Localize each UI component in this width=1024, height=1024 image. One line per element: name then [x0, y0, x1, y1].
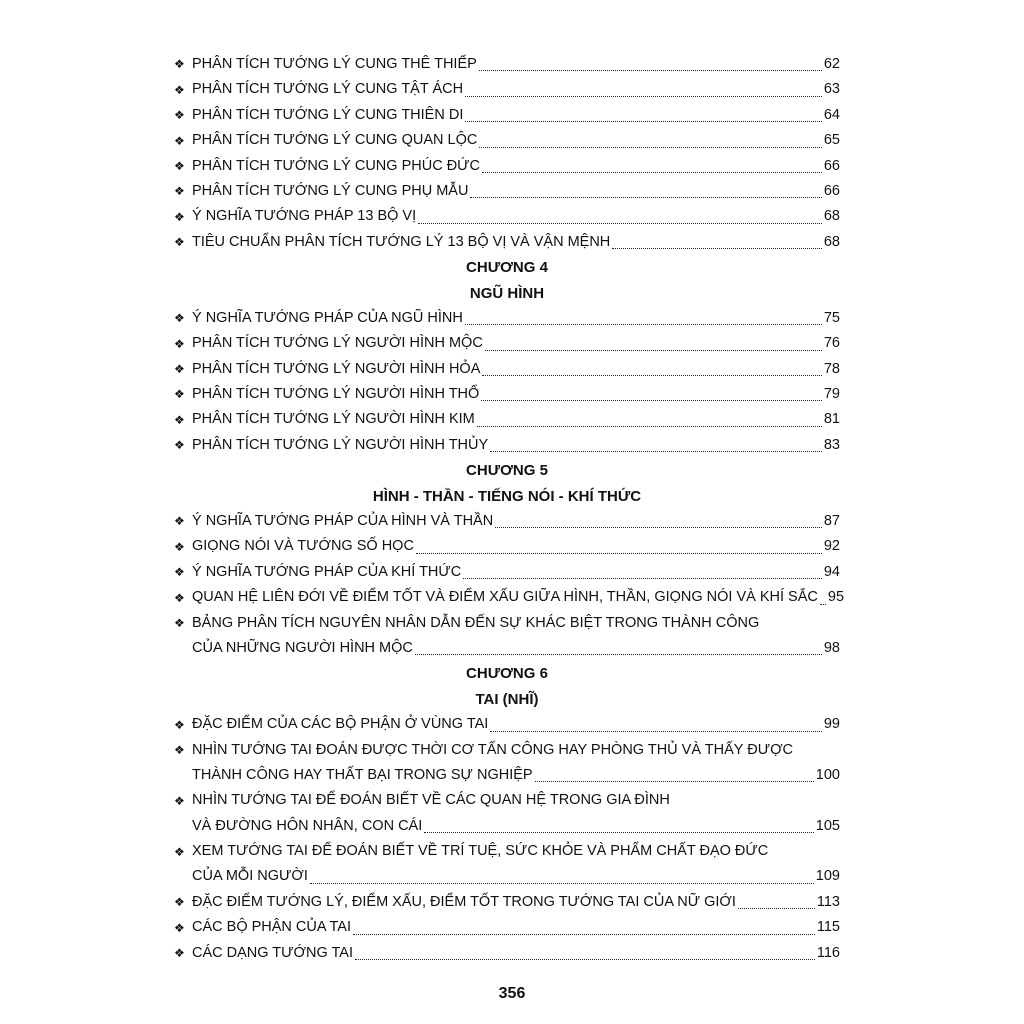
diamond-bullet-icon: ❖	[174, 590, 185, 605]
diamond-bullet-icon: ❖	[174, 717, 185, 732]
toc-entry-line	[174, 611, 840, 636]
dot-leader	[463, 578, 822, 579]
toc-entry-line	[174, 814, 840, 839]
page-number: 356	[498, 985, 526, 1002]
dot-leader	[465, 121, 822, 122]
toc-entry-page: 68	[823, 233, 840, 250]
toc-entry	[174, 890, 840, 915]
toc-entry	[174, 585, 845, 610]
dot-leader	[479, 147, 822, 148]
toc-entry-title: PHÂN TÍCH TƯỚNG LÝ CUNG THIÊN DI	[192, 106, 464, 123]
toc-entry	[174, 839, 840, 890]
dot-leader	[495, 527, 822, 528]
toc-entry-title: BẢNG PHÂN TÍCH NGUYÊN NHÂN DẪN ĐẾN SỰ KHÁC BIỆT TRONG THÀNH CÔNG	[192, 614, 760, 631]
chapter-label: CHƯƠNG 6	[466, 665, 548, 683]
dot-leader	[535, 781, 814, 782]
toc-entry	[174, 128, 840, 153]
toc-entry-title: PHÂN TÍCH TƯỚNG LÝ CUNG TẬT ÁCH	[192, 81, 464, 98]
diamond-bullet-icon: ❖	[174, 438, 185, 453]
toc-entry-page: 115	[816, 919, 840, 936]
diamond-bullet-icon: ❖	[174, 412, 185, 427]
toc-entry-title: Ý NGHĨA TƯỚNG PHÁP CỦA HÌNH VÀ THẦN	[192, 513, 494, 530]
diamond-bullet-icon: ❖	[174, 387, 185, 402]
toc-entry-title: XEM TƯỚNG TAI ĐỂ ĐOÁN BIẾT VỀ TRÍ TUỆ, SỨC KHỎE VÀ PHẨM CHẤT ĐẠO ĐỨC	[192, 843, 769, 860]
toc-entry	[174, 433, 840, 458]
toc-entry-title: PHÂN TÍCH TƯỚNG LÝ NGƯỜI HÌNH HỎA	[192, 360, 481, 377]
toc-entry-line	[174, 788, 840, 813]
toc-entry-page: 66	[823, 182, 840, 199]
diamond-bullet-icon: ❖	[174, 82, 185, 97]
toc-entry-title: NHÌN TƯỚNG TAI ĐOÁN ĐƯỢC THỜI CƠ TẤN CÔNG HAY PHÒNG THỦ VÀ THẤY ĐƯỢC	[192, 741, 793, 758]
toc-entry-page: 64	[823, 106, 840, 123]
toc-entry-page: 99	[823, 716, 840, 733]
dot-leader	[418, 223, 822, 224]
dot-leader	[353, 934, 815, 935]
toc-entry	[174, 357, 840, 382]
diamond-bullet-icon: ❖	[174, 311, 185, 326]
toc-entry-title: PHÂN TÍCH TƯỚNG LÝ CUNG PHÚC ĐỨC	[192, 157, 481, 174]
diamond-bullet-icon: ❖	[174, 844, 185, 859]
toc-entry	[174, 77, 840, 102]
dot-leader	[479, 70, 822, 71]
toc-entry-title: NHÌN TƯỚNG TAI ĐỂ ĐOÁN BIẾT VỀ CÁC QUAN HỆ TRONG GIA ĐÌNH	[192, 792, 670, 809]
toc-entry-line	[174, 636, 840, 661]
toc-entry-page: 78	[823, 360, 840, 377]
dot-leader	[490, 731, 822, 732]
dot-leader	[424, 832, 814, 833]
diamond-bullet-icon: ❖	[174, 235, 185, 250]
toc-entry	[174, 788, 840, 839]
toc-entry	[174, 534, 840, 559]
toc-entry	[174, 179, 840, 204]
toc-entry	[174, 509, 840, 534]
chapter-label: CHƯƠNG 4	[466, 259, 548, 277]
diamond-bullet-icon: ❖	[174, 209, 185, 224]
toc-entry-page: 83	[823, 436, 840, 453]
toc-entry	[174, 941, 840, 966]
toc-entry-page: 113	[816, 893, 840, 910]
diamond-bullet-icon: ❖	[174, 565, 185, 580]
chapter-heading: NGŨ HÌNH	[469, 284, 545, 302]
dot-leader	[485, 350, 822, 351]
toc-entry-title: QUAN HỆ LIÊN ĐỚI VỀ ĐIỂM TỐT VÀ ĐIỂM XẤU GIỮA HÌNH, THẦN, GIỌNG NÓI VÀ KHÍ SẮC	[192, 589, 818, 606]
toc-entry-line	[174, 763, 840, 788]
toc-entry-title-continued: CỦA MỖI NGƯỜI	[192, 868, 308, 885]
toc-entry-title: CÁC DẠNG TƯỚNG TAI	[192, 944, 353, 961]
dot-leader	[482, 172, 822, 173]
dot-leader	[416, 553, 822, 554]
toc-entry-line	[174, 865, 840, 890]
diamond-bullet-icon: ❖	[174, 158, 185, 173]
toc-entry-title: ĐẶC ĐIỂM CỦA CÁC BỘ PHẬN Ở VÙNG TAI	[192, 716, 489, 733]
toc-entry-title: PHÂN TÍCH TƯỚNG LÝ NGƯỜI HÌNH KIM	[192, 411, 475, 428]
toc-entry	[174, 382, 840, 407]
toc-entry-title: Ý NGHĨA TƯỚNG PHÁP CỦA KHÍ THỨC	[192, 563, 462, 580]
toc-entry-title: PHÂN TÍCH TƯỚNG LÝ NGƯỜI HÌNH THỔ	[192, 386, 480, 403]
diamond-bullet-icon: ❖	[174, 895, 185, 910]
toc-entry-title: PHÂN TÍCH TƯỚNG LÝ NGƯỜI HÌNH MỘC	[192, 335, 483, 352]
toc-entry-page: 87	[823, 513, 840, 530]
toc-entry	[174, 204, 840, 229]
toc-entry-title-continued: CỦA NHỮNG NGƯỜI HÌNH MỘC	[192, 639, 413, 656]
toc-entry	[174, 306, 840, 331]
toc-entry-title-continued: VÀ ĐƯỜNG HÔN NHÂN, CON CÁI	[192, 817, 423, 834]
toc-entry-page: 116	[816, 944, 840, 961]
diamond-bullet-icon: ❖	[174, 742, 185, 757]
dot-leader	[820, 604, 826, 605]
dot-leader	[477, 426, 822, 427]
chapter-heading: TAI (NHĨ)	[475, 690, 539, 708]
diamond-bullet-icon: ❖	[174, 336, 185, 351]
toc-entry	[174, 915, 840, 940]
diamond-bullet-icon: ❖	[174, 133, 185, 148]
dot-leader	[310, 883, 814, 884]
toc-entry	[174, 230, 840, 255]
dot-leader	[612, 248, 822, 249]
toc-entry-line	[174, 839, 840, 864]
diamond-bullet-icon: ❖	[174, 793, 185, 808]
toc-entry	[174, 331, 840, 356]
diamond-bullet-icon: ❖	[174, 920, 185, 935]
toc-entry-page: 76	[823, 335, 840, 352]
toc-entry	[174, 738, 840, 789]
toc-entry-page: 100	[815, 766, 840, 783]
diamond-bullet-icon: ❖	[174, 539, 185, 554]
toc-entry-page: 63	[823, 81, 840, 98]
dot-leader	[482, 375, 821, 376]
dot-leader	[470, 197, 821, 198]
toc-entry-page: 66	[823, 157, 840, 174]
toc-entry-title: Ý NGHĨA TƯỚNG PHÁP CỦA NGŨ HÌNH	[192, 309, 463, 326]
toc-entry-title: Ý NGHĨA TƯỚNG PHÁP 13 BỘ VỊ	[192, 208, 417, 225]
toc-entry-page: 75	[823, 309, 840, 326]
toc-entry	[174, 560, 840, 585]
dot-leader	[481, 400, 822, 401]
toc-entry-page: 94	[823, 563, 840, 580]
diamond-bullet-icon: ❖	[174, 946, 185, 961]
toc-entry-title: PHÂN TÍCH TƯỚNG LÝ CUNG THÊ THIẾP	[192, 55, 477, 72]
diamond-bullet-icon: ❖	[174, 108, 185, 123]
table-of-contents	[174, 52, 845, 966]
dot-leader	[355, 959, 815, 960]
dot-leader	[490, 451, 822, 452]
toc-entry-title: TIÊU CHUẨN PHÂN TÍCH TƯỚNG LÝ 13 BỘ VỊ VÀ VẬN MỆNH	[192, 233, 611, 250]
toc-entry-page: 109	[815, 868, 840, 885]
chapter-heading: HÌNH - THẦN - TIẾNG NÓI - KHÍ THỨC	[372, 487, 642, 505]
toc-entry-page: 79	[823, 386, 840, 403]
toc-entry-page: 62	[823, 55, 840, 72]
chapter-label: CHƯƠNG 5	[466, 462, 548, 480]
toc-entry-page: 81	[823, 411, 840, 428]
toc-entry-page: 98	[823, 639, 840, 656]
toc-entry-page: 65	[823, 132, 840, 149]
toc-entry	[174, 52, 840, 77]
toc-entry-page: 92	[823, 538, 840, 555]
dot-leader	[415, 654, 822, 655]
toc-entry	[174, 712, 840, 737]
toc-entry-title-continued: THÀNH CÔNG HAY THẤT BẠI TRONG SỰ NGHIỆP	[192, 766, 533, 783]
diamond-bullet-icon: ❖	[174, 362, 185, 377]
toc-entry	[174, 154, 840, 179]
toc-entry	[174, 103, 840, 128]
toc-entry-page: 68	[823, 208, 840, 225]
toc-entry-title: PHÂN TÍCH TƯỚNG LÝ NGƯỜI HÌNH THỦY	[192, 436, 489, 453]
toc-entry-title: CÁC BỘ PHẬN CỦA TAI	[192, 919, 351, 936]
toc-entry-line	[174, 738, 840, 763]
diamond-bullet-icon: ❖	[174, 57, 185, 72]
toc-entry-title: GIỌNG NÓI VÀ TƯỚNG SỐ HỌC	[192, 538, 414, 555]
dot-leader	[465, 96, 822, 97]
diamond-bullet-icon: ❖	[174, 514, 185, 529]
toc-entry-title: PHÂN TÍCH TƯỚNG LÝ CUNG PHỤ MẪU	[192, 182, 469, 199]
toc-entry	[174, 407, 840, 432]
toc-entry-page: 105	[815, 817, 840, 834]
toc-entry-page: 95	[827, 589, 845, 606]
diamond-bullet-icon: ❖	[174, 184, 185, 199]
dot-leader	[465, 324, 822, 325]
dot-leader	[738, 908, 815, 909]
diamond-bullet-icon: ❖	[174, 615, 185, 630]
toc-entry	[174, 611, 840, 662]
toc-entry-title: PHÂN TÍCH TƯỚNG LÝ CUNG QUAN LỘC	[192, 132, 478, 149]
toc-entry-title: ĐẶC ĐIỂM TƯỚNG LÝ, ĐIỂM XẤU, ĐIỂM TỐT TRONG TƯỚNG TAI CỦA NỮ GIỚI	[192, 893, 736, 910]
